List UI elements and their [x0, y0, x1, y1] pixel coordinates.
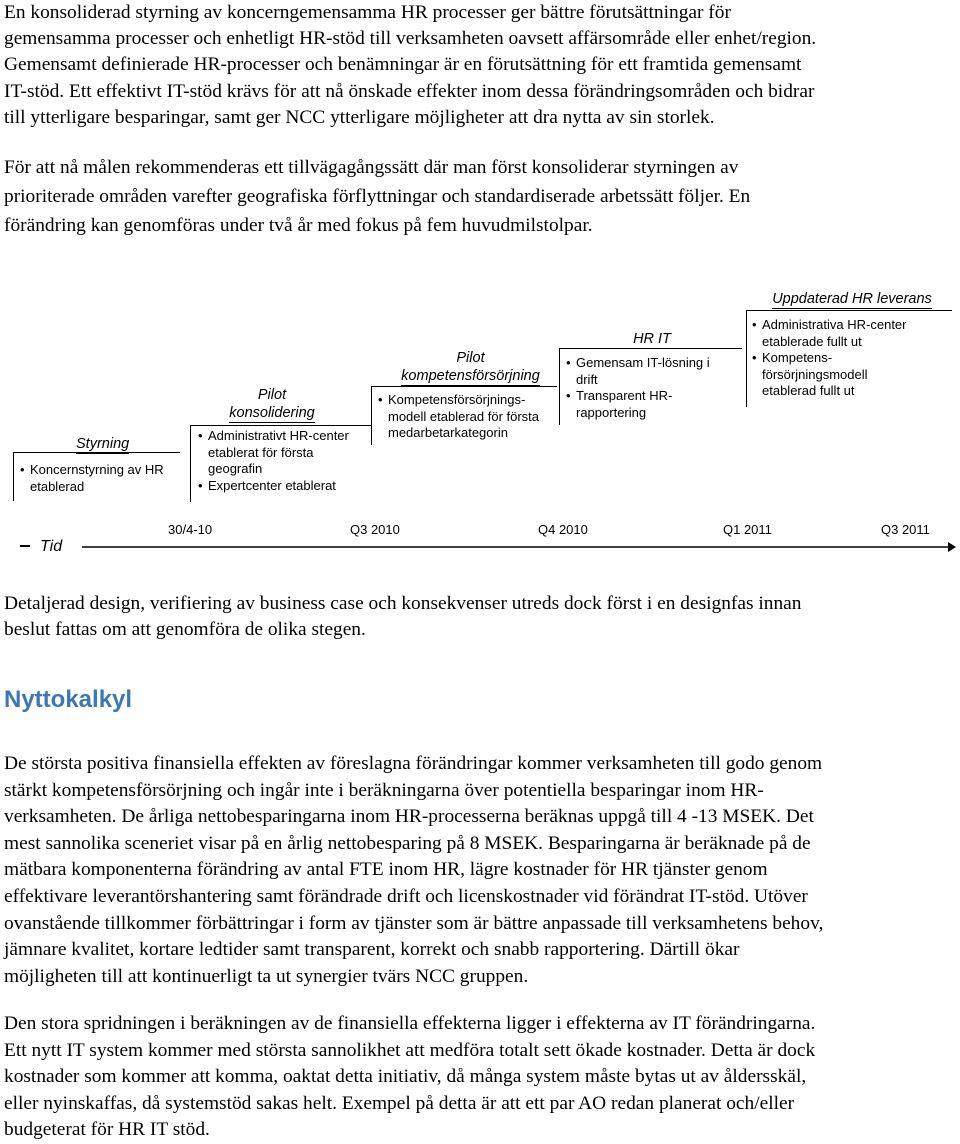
stage-frame-konsolidering — [190, 425, 371, 502]
text-line: beslut fattas om att genomföra de olika stegen. — [4, 619, 366, 641]
stage-title — [752, 290, 952, 309]
timeline-arrow — [0, 537, 960, 557]
bullet-text: försörjningsmodell — [762, 366, 868, 382]
text-line: möjligheten till att kontinuerligt ta ut synergier tvärs NCC gruppen. — [4, 965, 529, 987]
text-line: kostnader som kommer att komma, oaktat detta initiativ, då många system måste bytas ut av åldersskäl, — [4, 1066, 807, 1088]
stage-title — [378, 349, 563, 386]
bullet-text: • Administrativa HR-center — [762, 317, 907, 332]
text-line: För att nå målen rekommenderas ett tillvägagångssätt där man först konsoliderar styrningen av — [4, 157, 739, 178]
bullet-text: rapportering — [576, 404, 647, 420]
text-line: effektivare leverantörshantering samt förändrade drift och licenskostnader vid förändrat IT-stöd. Utöver — [4, 885, 808, 907]
bullet-text: • Koncernstyrning av HR — [30, 462, 164, 477]
bullet-text: • Gemensam IT-lösning i — [576, 355, 710, 370]
timeline-label: Tid — [40, 538, 63, 555]
bullet-text: • Administrativt HR-center — [208, 428, 349, 443]
text-line: Ett nytt IT system kommer med största sannolikhet att medföra totalt sett ökade kostnader. Detta är dock — [4, 1039, 816, 1061]
stage-title-line: Pilot — [257, 387, 287, 403]
section-paragraph-1 — [4, 751, 956, 990]
text-line: prioriterade områden varefter geografiska förflyttningar och standardiserade arbetssätt följer. En — [4, 186, 751, 207]
text-line: mest sannolika sceneriet visar på en årlig nettobesparing på 8 MSEK. Besparingarna är beräknade på de — [4, 832, 811, 854]
text-line: De största positiva finansiella effekten av föreslagna förändringar kommer verksamheten till godo genom — [4, 753, 823, 774]
intro-paragraph-1 — [4, 0, 956, 131]
timeline-tick: Q3 2011 — [881, 522, 930, 537]
text-line: budgeterat för HR IT stöd. — [4, 1119, 210, 1141]
stage-title — [198, 386, 346, 423]
stage-title-line: Pilot — [456, 350, 485, 366]
stage-title-line: konsolidering — [229, 405, 315, 421]
after-diagram-paragraph — [4, 591, 956, 643]
text-line: förändring kan genomföras under två år med fokus på fem huvudmilstolpar. — [4, 215, 593, 236]
text-line: Den stora spridningen i beräkningen av de finansiella effekterna ligger i effekterna av IT förändringarna. — [4, 1013, 816, 1034]
text-line: IT-stöd. Ett effektivt IT-stöd krävs för att nå önskade effekter inom dessa förändringsområden och bidrar — [4, 80, 815, 102]
text-line: ovanstående tillkommer förbättringar i form av tjänster som är bättre anpassade till verksamhetens behov, — [4, 912, 824, 934]
intro-paragraph-2 — [4, 153, 956, 240]
text-line: gemensamma processer och enhetligt HR-stöd till verksamheten oavsett affärsområde eller enhet/region. — [4, 28, 817, 50]
stage-frame-kompetens — [371, 386, 557, 445]
bullet-text: etablerat för första — [208, 444, 314, 460]
text-line: stärkt kompetensförsörjning och ingår inte i beräkningarna över potentiella besparingar inom HR- — [4, 779, 764, 801]
bullet-text: • Kompetens- — [762, 350, 833, 365]
text-line: eller nyinskaffas, då systemstöd sakas helt. Exempel på detta är att ett par AO redan planerat och/eller — [4, 1092, 795, 1114]
bullet-text: • Expertcenter etablerat — [208, 477, 336, 493]
stage-frame-hr-it — [559, 348, 742, 425]
bullet-text: • Kompetensförsörjnings- — [388, 392, 526, 407]
section-heading: Nyttokalkyl — [4, 686, 133, 713]
bullet-text: etablerad — [30, 478, 85, 494]
text-line: En konsoliderad styrning av koncerngemensamma HR processer ger bättre förutsättningar för — [4, 2, 731, 23]
bullet-text: geografin — [208, 461, 263, 476]
text-line: Gemensamt definierade HR-processer och benämningar är en förutsättning för ett framtida gemensamt — [4, 54, 802, 76]
text-line: till ytterligare besparingar, samt ger NCC ytterligare möjligheter att dra nytta av sin storlek. — [4, 106, 715, 128]
bullet-text: etablerade fullt ut — [762, 333, 862, 349]
timeline-tick: Q4 2010 — [538, 522, 588, 537]
text-line: verksamheten. De årliga nettobesparingarna inom HR-processerna beräknas uppgå till 4 -13 MSEK. Det — [4, 806, 814, 828]
section-paragraph-2 — [4, 1011, 956, 1144]
bullet-text: drift — [576, 371, 598, 387]
stage-title-line: HR IT — [633, 331, 671, 347]
stage-frame-styrning — [13, 452, 180, 501]
stage-frame-uppdaterad — [746, 310, 952, 407]
timeline-tick: Q1 2011 — [723, 522, 772, 537]
bullet-text: modell etablerad för första — [388, 408, 540, 424]
bullet-text: medarbetarkategorin — [388, 425, 508, 440]
timeline-tick: Q3 2010 — [350, 522, 400, 537]
stage-title-line: Uppdaterad HR leverans — [772, 291, 932, 307]
text-line: Detaljerad design, verifiering av business case och konsekvenser utreds dock först i en designfas innan — [4, 593, 802, 614]
bullet-text: • Transparent HR- — [576, 388, 673, 403]
stage-title — [566, 330, 738, 349]
stage-title-line: Styrning — [76, 436, 130, 452]
timeline-tick: 30/4-10 — [168, 522, 213, 537]
bullet-text: etablerad fullt ut — [762, 383, 855, 398]
stage-title-line: kompetensförsörjning — [401, 368, 540, 384]
text-line: jämnare kvalitet, kortare ledtider samt transparent, korrekt och snabb rapportering. Därtill ökar — [4, 939, 740, 961]
text-line: mätbara komponenterna förändring av antal FTE inom HR, lägre kostnader för HR tjänster genom — [4, 859, 768, 881]
